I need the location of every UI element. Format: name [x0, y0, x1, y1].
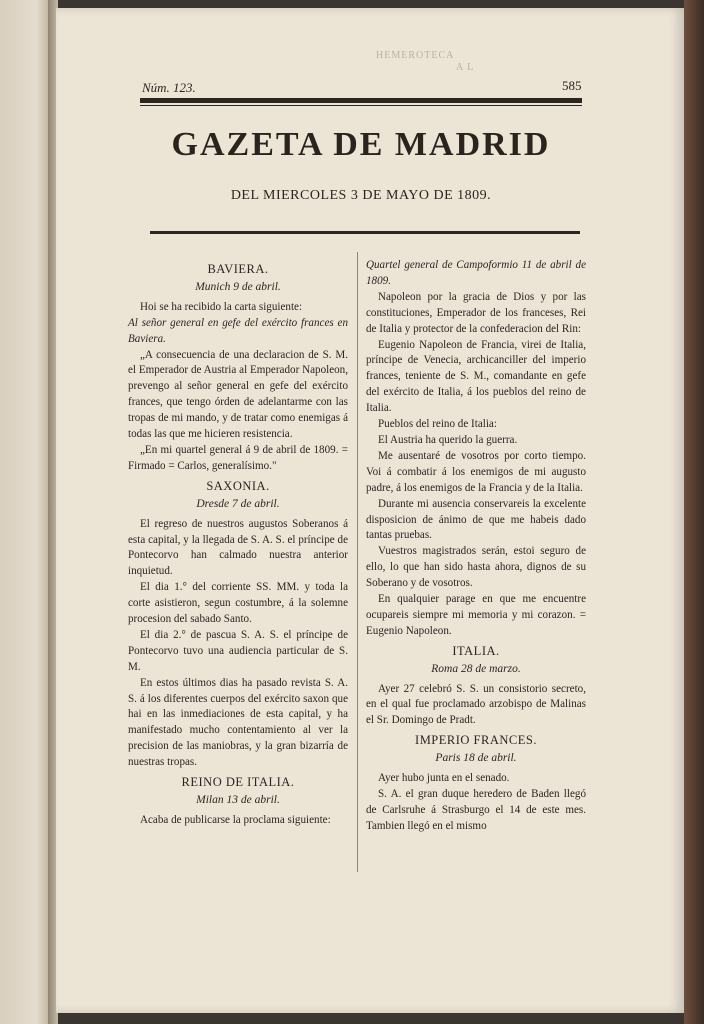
- section-heading: ITALIA.: [452, 643, 500, 658]
- paragraph: Hoi se ha recibido la carta siguiente:: [140, 300, 303, 313]
- paragraph: „A consecuencia de una declaracion de S. M. el Emperador de Austria al Emperador Napoleon, prevengo al señor general en gefe del exército frances, que tengo órden de adelantarme con las tropas de mi mando, y de tratar como enemigas á todas las que me hicieren resistencia.: [128, 348, 348, 441]
- paragraph: El dia 2.° de pascua S. A. S. el príncipe de Pontecorvo tuvo una audiencia particular de S. M.: [128, 628, 348, 673]
- dateline: Roma 28 de marzo.: [431, 662, 521, 675]
- dateline: Quartel general de Campoformio 11 de abril de 1809.: [366, 259, 586, 287]
- paragraph: El Austria ha querido la guerra.: [378, 433, 518, 446]
- paragraph: Me ausentaré de vosotros por corto tiempo. Voi á combatir á los enemigos de mi augusto padre, á los enemigos de la Francia y de la Italia.: [366, 449, 586, 494]
- header-rule: [140, 98, 582, 103]
- section-heading: IMPERIO FRANCES.: [415, 733, 537, 748]
- left-page-edge: [0, 0, 52, 1024]
- library-stamp: HEMEROTECA A L: [376, 50, 475, 73]
- issue-number: Núm. 123.: [142, 80, 196, 95]
- paragraph: En estos últimos dias ha pasado revista S. A. S. á los diferentes cuerpos del exército saxon que hai en las inmediaciones de esta capital, y ha manifestado mucho contentamiento al ver la precision de las maniobras, y la gran bizarría de nuestras tropas.: [128, 676, 348, 769]
- paragraph: Napoleon por la gracia de Dios y por las constituciones, Emperador de los franceses, Rei de Italia y protector de la confederacion del Rin:: [366, 290, 586, 335]
- paragraph: Al señor general en gefe del exército frances en Baviera.: [128, 316, 348, 345]
- masthead-title: GAZETA DE MADRID: [171, 126, 551, 163]
- dateline: Munich 9 de abril.: [195, 280, 281, 293]
- right-column: [366, 258, 586, 835]
- section-heading: SAXONIA.: [206, 478, 270, 493]
- paragraph: El regreso de nuestros augustos Soberanos á esta capital, y la llegada de S. A. S. el príncipe de Pontecorvo han calmado nuestra anterior inquietud.: [128, 517, 348, 578]
- column-divider: [357, 252, 358, 872]
- page-number: 585: [562, 78, 582, 93]
- paragraph: En qualquier parage en que me encuentre ocupareis siempre mi memoria y mi corazon. = Eugenio Napoleon.: [366, 593, 586, 637]
- paragraph: Eugenio Napoleon de Francia, virei de Italia, príncipe de Venecia, archicanciller del imperio frances, teniente de S. M., comandante en gefe del exército de Italia, á los pueblos del reino de Italia.: [366, 338, 586, 415]
- dateline: Dresde 7 de abril.: [196, 497, 280, 510]
- paragraph: Vuestros magistrados serán, estoi seguro de ello, lo que han sido hasta ahora, dignos de su Soberano y de vosotros.: [366, 545, 586, 590]
- paragraph: Durante mi ausencia conservareis la excelente disposicion de ánimo de que me habeis dado tantas pruebas.: [366, 497, 586, 542]
- paragraph: S. A. el gran duque heredero de Baden llegó de Carlsruhe á Strasburgo el 14 de este mes. Tambien llegó en el mismo: [366, 788, 586, 832]
- dateline: Paris 18 de abril.: [435, 752, 517, 765]
- paragraph: „En mi quartel general á 9 de abril de 1809. = Firmado = Carlos, generalísimo.": [128, 443, 348, 472]
- paragraph: Ayer hubo junta en el senado.: [378, 772, 510, 785]
- section-heading: REINO DE ITALIA.: [181, 775, 295, 790]
- paragraph: El dia 1.° del corriente SS. MM. y toda la corte asistieron, segun costumbre, á la solemne procesion del sabado Santo.: [128, 581, 348, 626]
- paragraph: Acaba de publicarse la proclama siguiente:: [140, 813, 331, 826]
- masthead-rule: [150, 231, 580, 234]
- left-column: [128, 258, 348, 829]
- section-heading: BAVIERA.: [207, 262, 269, 276]
- header-rule-thin: [140, 105, 582, 106]
- issue-date: DEL MIERCOLES 3 DE MAYO DE 1809.: [230, 188, 492, 203]
- dateline: Milan 13 de abril.: [196, 794, 280, 806]
- paragraph: Ayer 27 celebró S. S. un consistorio secreto, en el qual fue proclamado arzobispo de Malinas el Sr. Domingo de Pradt.: [366, 682, 586, 727]
- paragraph: Pueblos del reino de Italia:: [378, 418, 497, 431]
- right-page-edge: [684, 0, 704, 1024]
